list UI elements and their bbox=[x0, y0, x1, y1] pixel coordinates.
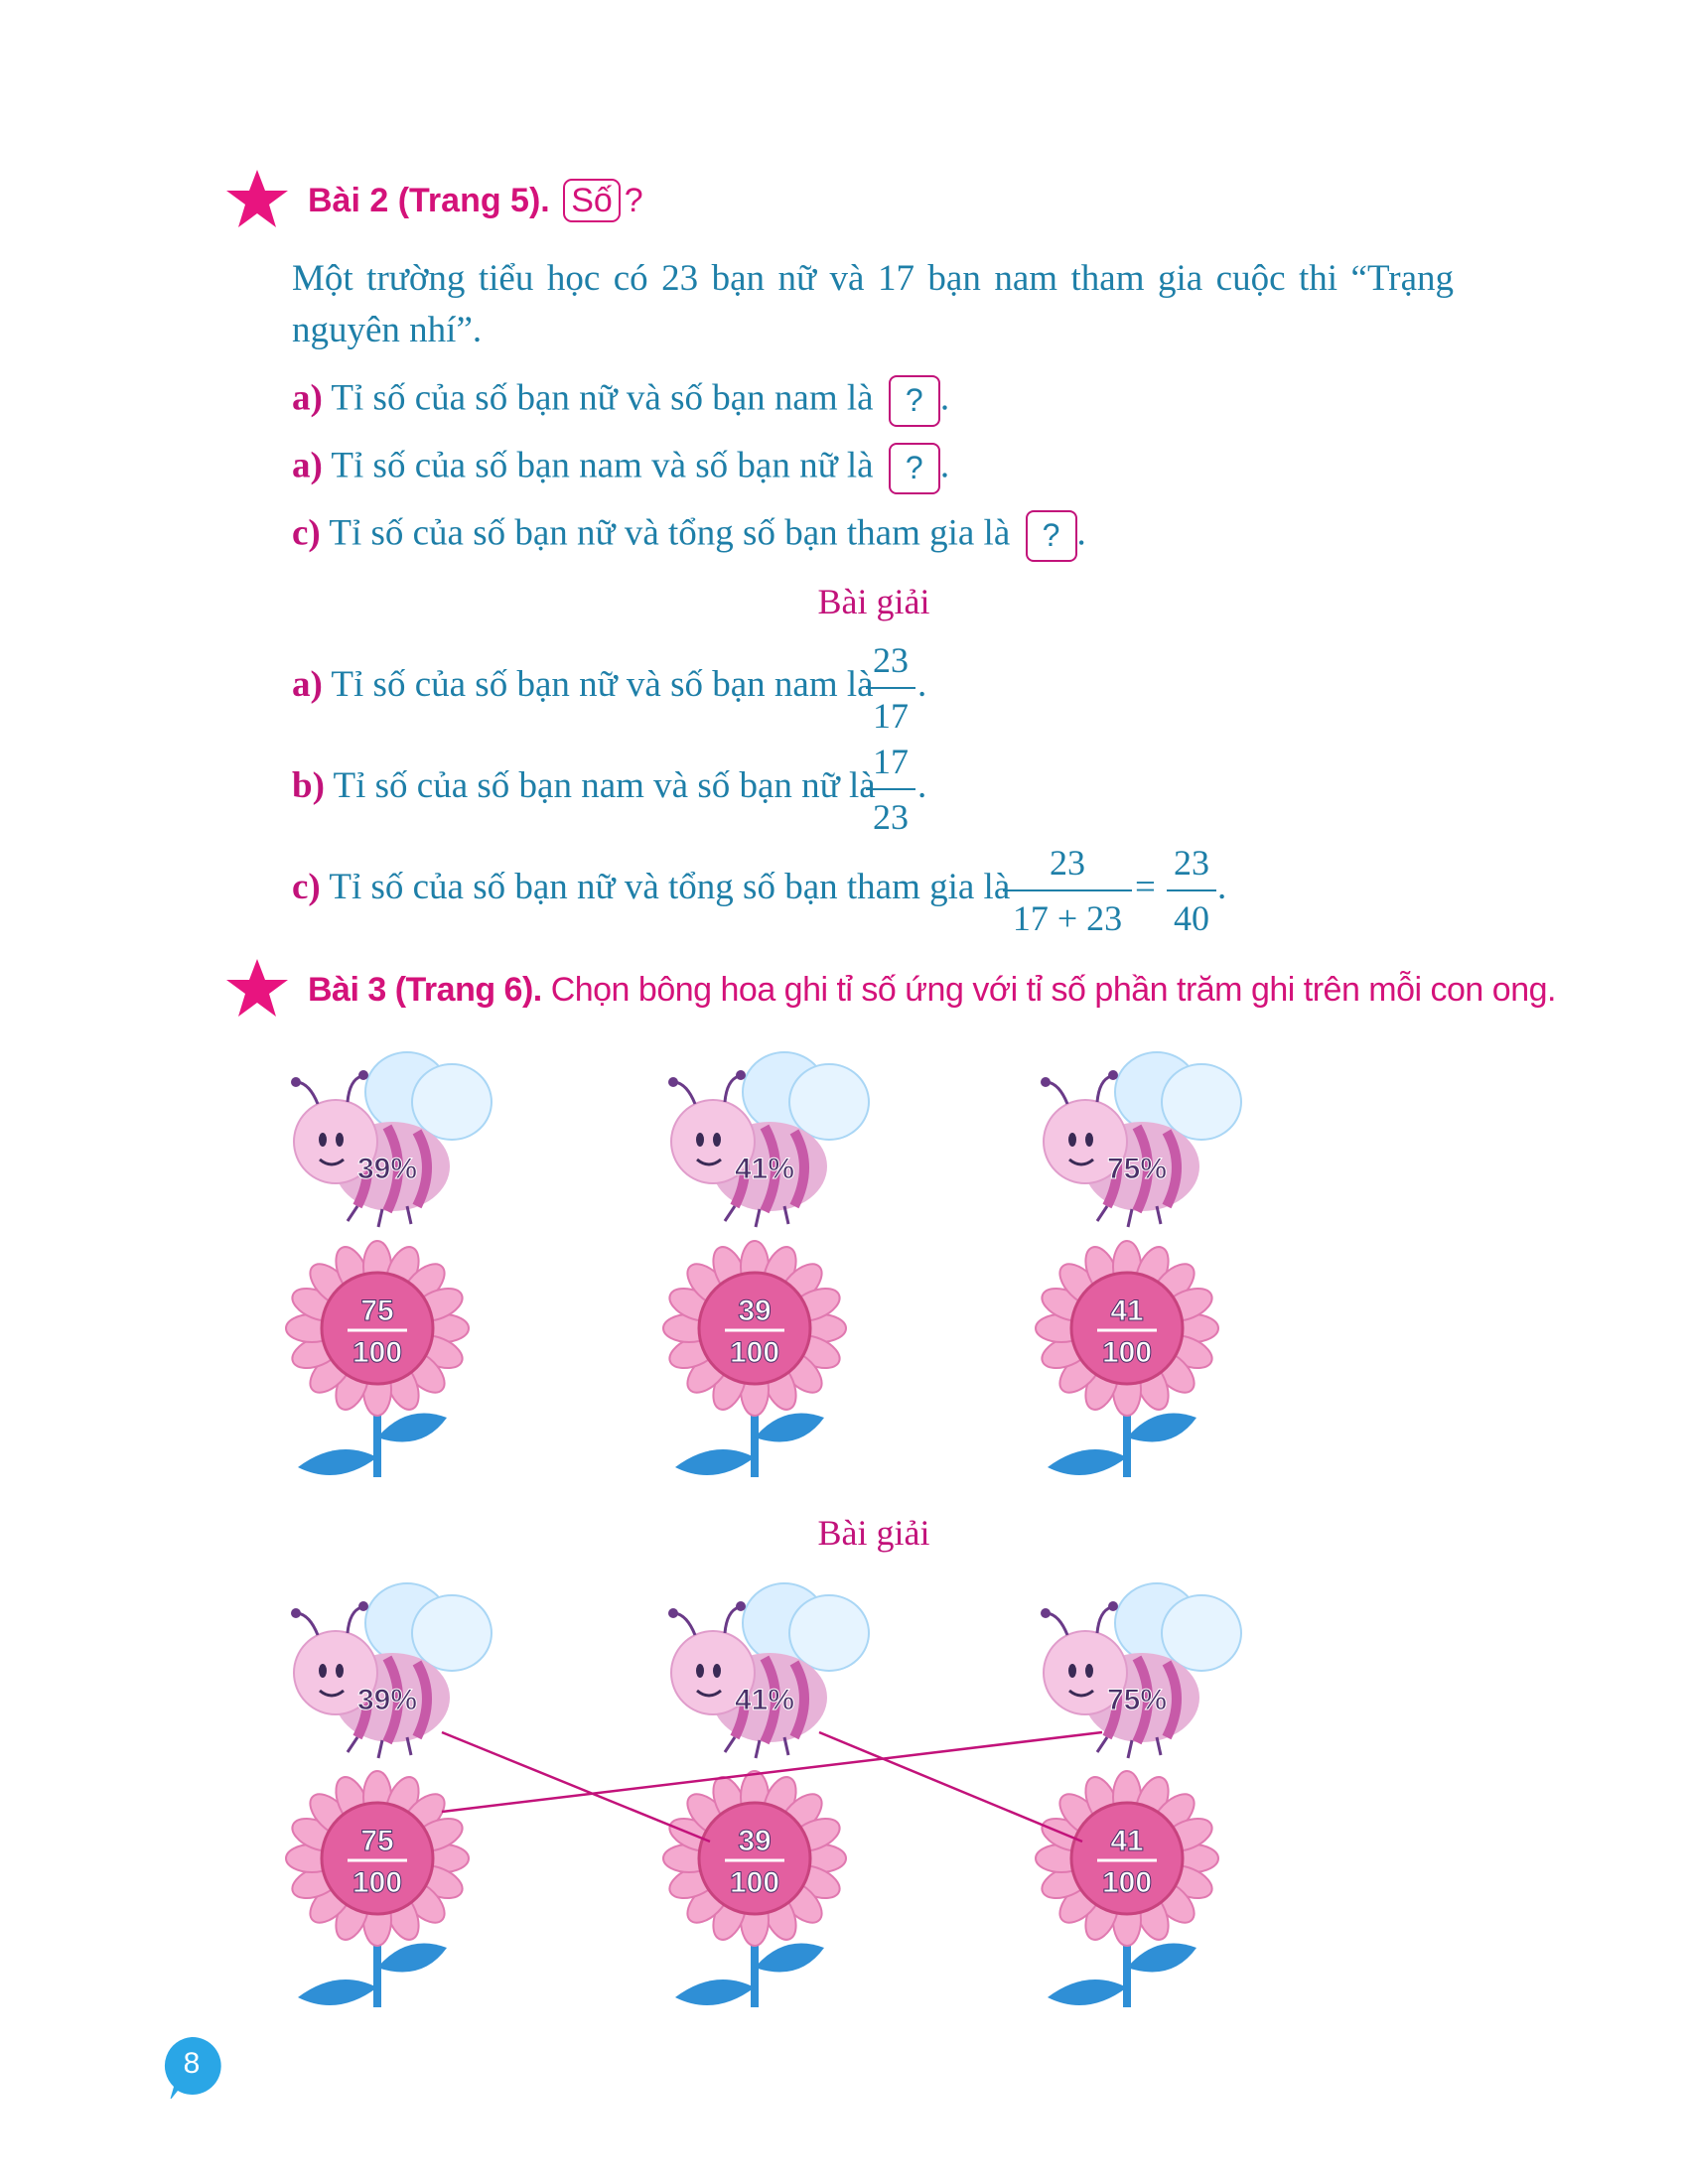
bee-0[interactable] bbox=[291, 1052, 492, 1227]
denominator: 17 bbox=[873, 696, 909, 736]
period: . bbox=[939, 377, 950, 419]
star-icon bbox=[224, 956, 290, 1022]
page-number: 8 bbox=[183, 2047, 201, 2080]
flower-1[interactable] bbox=[663, 1241, 846, 1477]
bee-percent-label: 41% bbox=[734, 1684, 795, 1716]
period: . bbox=[939, 445, 950, 486]
flower-numerator: 39 bbox=[738, 1295, 772, 1327]
question-text: Tỉ số của số bạn nữ và số bạn nam là bbox=[331, 377, 874, 419]
answer-box[interactable]: ? bbox=[889, 375, 940, 427]
bee-1[interactable] bbox=[668, 1583, 869, 1758]
bai2-intro: Một trường tiểu học có 23 bạn nữ và 17 bạn nam tham gia cuộc thi “Trạng nguyên nhí”. bbox=[292, 258, 1454, 350]
bai2-heading bbox=[308, 179, 643, 222]
bai2-question-a bbox=[292, 375, 949, 427]
bee-percent-label: 75% bbox=[1106, 1153, 1168, 1185]
period: . bbox=[917, 765, 927, 806]
numerator: 23 bbox=[873, 640, 909, 680]
fraction-bar bbox=[1167, 889, 1216, 891]
bee-0[interactable] bbox=[291, 1583, 492, 1758]
answer-box[interactable]: ? bbox=[1026, 510, 1077, 562]
fraction-23-over-sum bbox=[1003, 838, 1132, 943]
numerator: 17 bbox=[873, 742, 909, 781]
fraction-bar bbox=[866, 788, 915, 790]
match-line-0 bbox=[442, 1732, 710, 1842]
bai2-title-box: Số bbox=[563, 179, 621, 222]
flower-denominator: 100 bbox=[1101, 1336, 1153, 1369]
flower-denominator: 100 bbox=[1101, 1866, 1153, 1899]
bai2-answer-a bbox=[292, 663, 874, 706]
flower-2[interactable] bbox=[1036, 1241, 1218, 1477]
bai3-solution-illustration bbox=[0, 1569, 1688, 2025]
period: . bbox=[1076, 512, 1086, 554]
answer-label: c) bbox=[292, 867, 321, 907]
flower-denominator: 100 bbox=[352, 1336, 403, 1369]
flower-numerator: 41 bbox=[1110, 1295, 1144, 1327]
fraction-bar bbox=[866, 687, 915, 689]
bai2-title: Bài 2 (Trang 5). bbox=[308, 182, 550, 219]
flower-1[interactable] bbox=[663, 1771, 846, 2007]
fraction-23-40 bbox=[1167, 838, 1216, 943]
flower-0[interactable] bbox=[286, 1771, 469, 2007]
flower-denominator: 100 bbox=[729, 1336, 780, 1369]
period: . bbox=[1217, 867, 1227, 907]
answer-box[interactable]: ? bbox=[889, 443, 940, 494]
bai2-solution-title: Bài giải bbox=[817, 582, 930, 621]
bai3-title: Bài 3 (Trang 6). bbox=[308, 971, 542, 1009]
bee-percent-label: 39% bbox=[356, 1684, 418, 1716]
answer-label: a) bbox=[292, 664, 323, 705]
numerator: 23 bbox=[1174, 843, 1209, 883]
question-label: a) bbox=[292, 377, 323, 419]
bee-2[interactable] bbox=[1041, 1583, 1241, 1758]
bai3-instruction: Chọn bông hoa ghi tỉ số ứng với tỉ số phần trăm ghi trên mỗi con ong. bbox=[550, 971, 1556, 1009]
flower-numerator: 75 bbox=[360, 1295, 394, 1327]
bai2-answer-c bbox=[292, 866, 1010, 908]
denominator: 23 bbox=[873, 797, 909, 837]
bee-percent-label: 75% bbox=[1106, 1684, 1168, 1716]
bee-percent-label: 41% bbox=[734, 1153, 795, 1185]
fraction-17-23 bbox=[866, 737, 915, 842]
flower-2[interactable] bbox=[1036, 1771, 1218, 2007]
answer-text: Tỉ số của số bạn nữ và tổng số bạn tham gia là bbox=[329, 867, 1011, 907]
bai2-question-b bbox=[292, 443, 949, 494]
bai3-heading bbox=[308, 971, 1556, 1010]
period: . bbox=[917, 664, 927, 705]
bai2-question-c bbox=[292, 510, 1086, 562]
numerator: 23 bbox=[1050, 843, 1085, 883]
answer-label: b) bbox=[292, 765, 325, 806]
equals-sign: = bbox=[1135, 867, 1156, 907]
bee-2[interactable] bbox=[1041, 1052, 1241, 1227]
bai3-solution-title: Bài giải bbox=[817, 1513, 930, 1553]
question-label: a) bbox=[292, 445, 323, 486]
fraction-bar bbox=[1003, 889, 1132, 891]
question-label: c) bbox=[292, 512, 321, 554]
flower-denominator: 100 bbox=[729, 1866, 780, 1899]
bee-percent-label: 39% bbox=[356, 1153, 418, 1185]
bee-1[interactable] bbox=[668, 1052, 869, 1227]
denominator: 17 + 23 bbox=[1012, 898, 1123, 938]
fraction-23-17 bbox=[866, 635, 915, 741]
answer-text: Tỉ số của số bạn nam và số bạn nữ là bbox=[333, 765, 876, 806]
flower-numerator: 41 bbox=[1110, 1825, 1144, 1857]
bai2-answer-b bbox=[292, 764, 876, 807]
flower-numerator: 39 bbox=[738, 1825, 772, 1857]
flower-0[interactable] bbox=[286, 1241, 469, 1477]
flower-denominator: 100 bbox=[352, 1866, 403, 1899]
match-line-1 bbox=[819, 1732, 1082, 1842]
answer-text: Tỉ số của số bạn nữ và số bạn nam là bbox=[331, 664, 874, 705]
bai2-title-question-mark: ? bbox=[624, 182, 643, 219]
bai3-exercise-illustration bbox=[0, 1032, 1688, 1499]
denominator: 40 bbox=[1174, 898, 1209, 938]
question-text: Tỉ số của số bạn nữ và tổng số bạn tham gia là bbox=[329, 512, 1011, 554]
flower-numerator: 75 bbox=[360, 1825, 394, 1857]
question-text: Tỉ số của số bạn nam và số bạn nữ là bbox=[331, 445, 874, 486]
star-icon bbox=[224, 167, 290, 232]
